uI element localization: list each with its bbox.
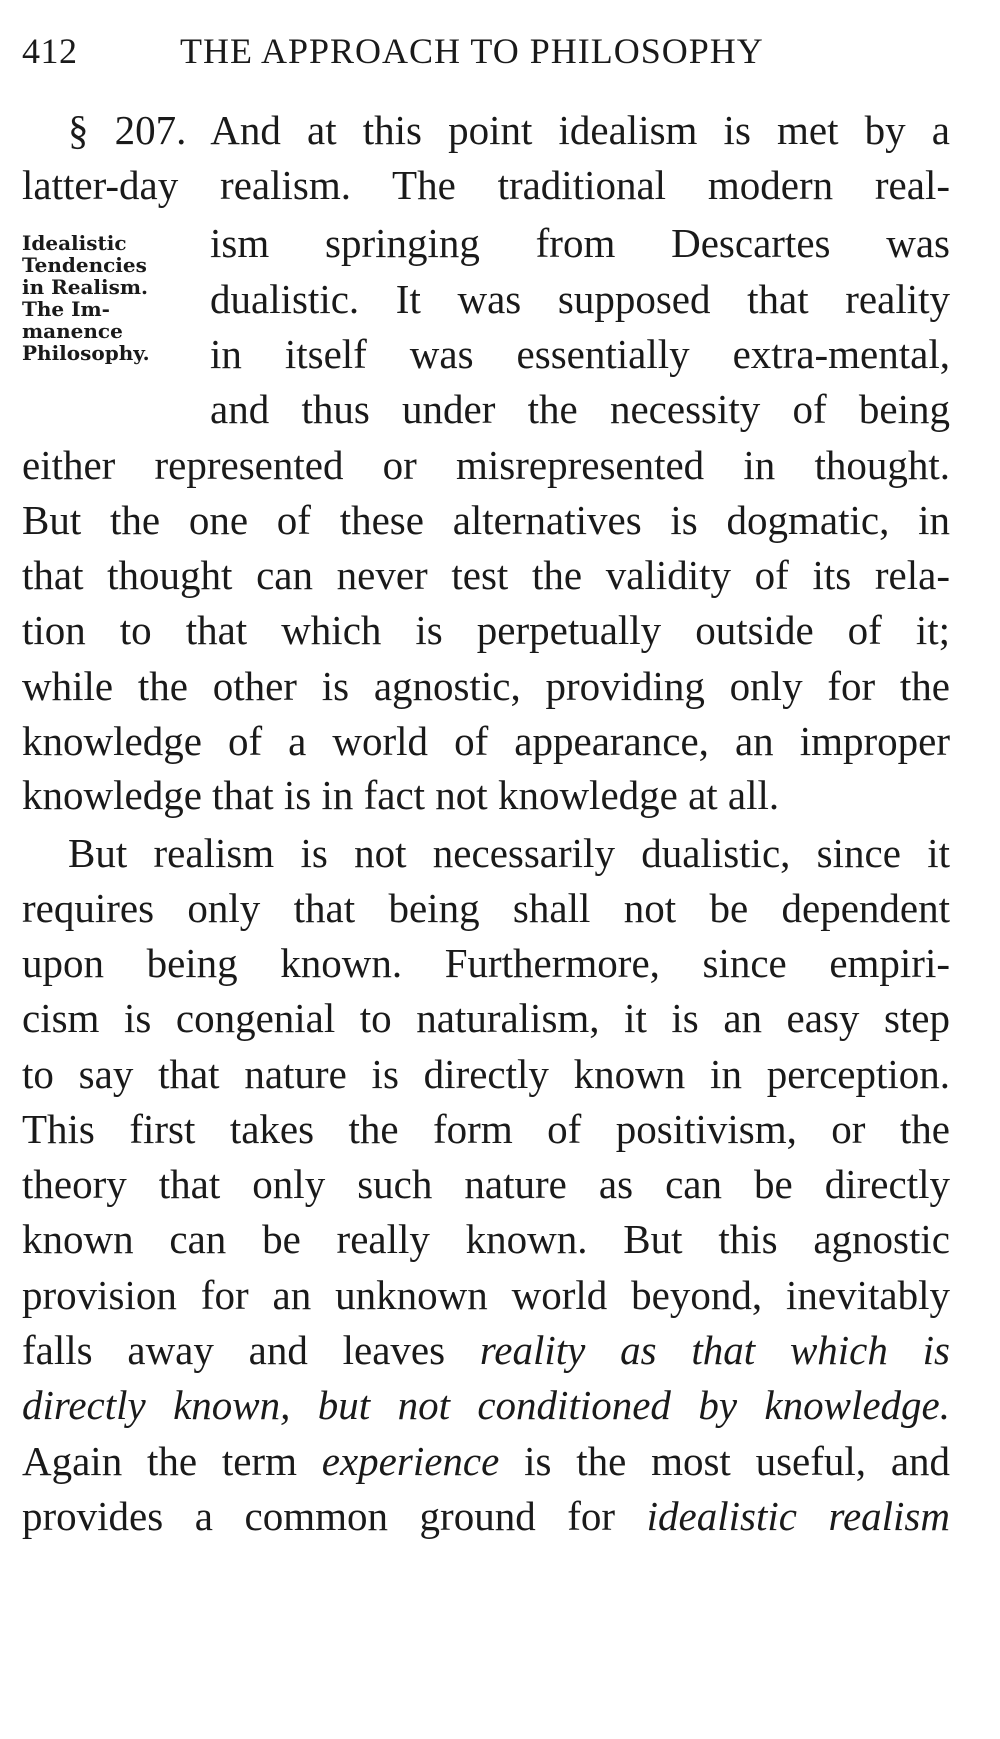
marginal-note-line: in Realism.: [22, 275, 148, 299]
italic-span: directly known, but not conditioned by knowledge.: [22, 1382, 950, 1428]
marginal-note-line: Idealistic: [22, 231, 127, 255]
text-line: [22, 1436, 950, 1486]
text-line: in itself was essentially extra-mental,: [210, 331, 950, 377]
running-title: THE APPROACH TO PHILOSOPHY: [180, 31, 764, 71]
text-line: known can be really known. But this agnostic: [22, 1216, 950, 1262]
marginal-note-line: manence: [22, 319, 123, 343]
page-number: 412: [22, 31, 78, 71]
text-line: knowledge of a world of appearance, an improper: [22, 718, 950, 764]
marginal-note-line: Philosophy.: [22, 341, 150, 365]
text-line: upon being known. Furthermore, since empiri-: [22, 940, 950, 986]
text-line: ism springing from Descartes was: [210, 220, 950, 266]
italic-span: experience: [321, 1438, 500, 1484]
text-span: provides a common ground for: [22, 1493, 616, 1539]
text-span: falls away and leaves: [22, 1327, 446, 1373]
text-line: provision for an unknown world beyond, inevitably: [22, 1272, 950, 1318]
text-line: to say that nature is directly known in perception.: [22, 1051, 950, 1097]
marginal-note-line: Tendencies: [22, 253, 147, 277]
italic-span: reality as that which is: [479, 1327, 950, 1373]
text-line: and thus under the necessity of being: [210, 386, 950, 432]
text-line: But the one of these alternatives is dogmatic, in: [22, 497, 950, 543]
text-line: latter-day realism. The traditional modern real-: [22, 162, 950, 208]
text-line: requires only that being shall not be dependent: [22, 885, 950, 931]
marginal-note: [22, 232, 192, 364]
text-line: [22, 1380, 950, 1430]
text-line: [22, 1491, 950, 1541]
text-line: while the other is agnostic, providing only for the: [22, 663, 950, 709]
text-line: cism is congenial to naturalism, it is an easy step: [22, 995, 950, 1041]
text-line: dualistic. It was supposed that reality: [210, 276, 950, 322]
running-head: [22, 30, 922, 80]
text-line: But realism is not necessarily dualistic, since it: [68, 830, 950, 876]
text-line: that thought can never test the validity of its rela-: [22, 552, 950, 598]
italic-span: idealistic realism: [646, 1493, 950, 1539]
text-line: theory that only such nature as can be directly: [22, 1161, 950, 1207]
text-line: tion to that which is perpetually outside of it;: [22, 607, 950, 653]
marginal-note-line: The Im-: [22, 297, 110, 321]
text-line: knowledge that is in fact not knowledge at all.: [22, 772, 780, 818]
text-line: either represented or misrepresented in thought.: [22, 442, 950, 488]
text-line: § 207. And at this point idealism is met by a: [68, 107, 950, 153]
text-line: [22, 1325, 950, 1375]
text-line: This first takes the form of positivism, or the: [22, 1106, 950, 1152]
text-span: is the most useful, and: [524, 1438, 951, 1484]
text-span: Again the term: [22, 1438, 297, 1484]
